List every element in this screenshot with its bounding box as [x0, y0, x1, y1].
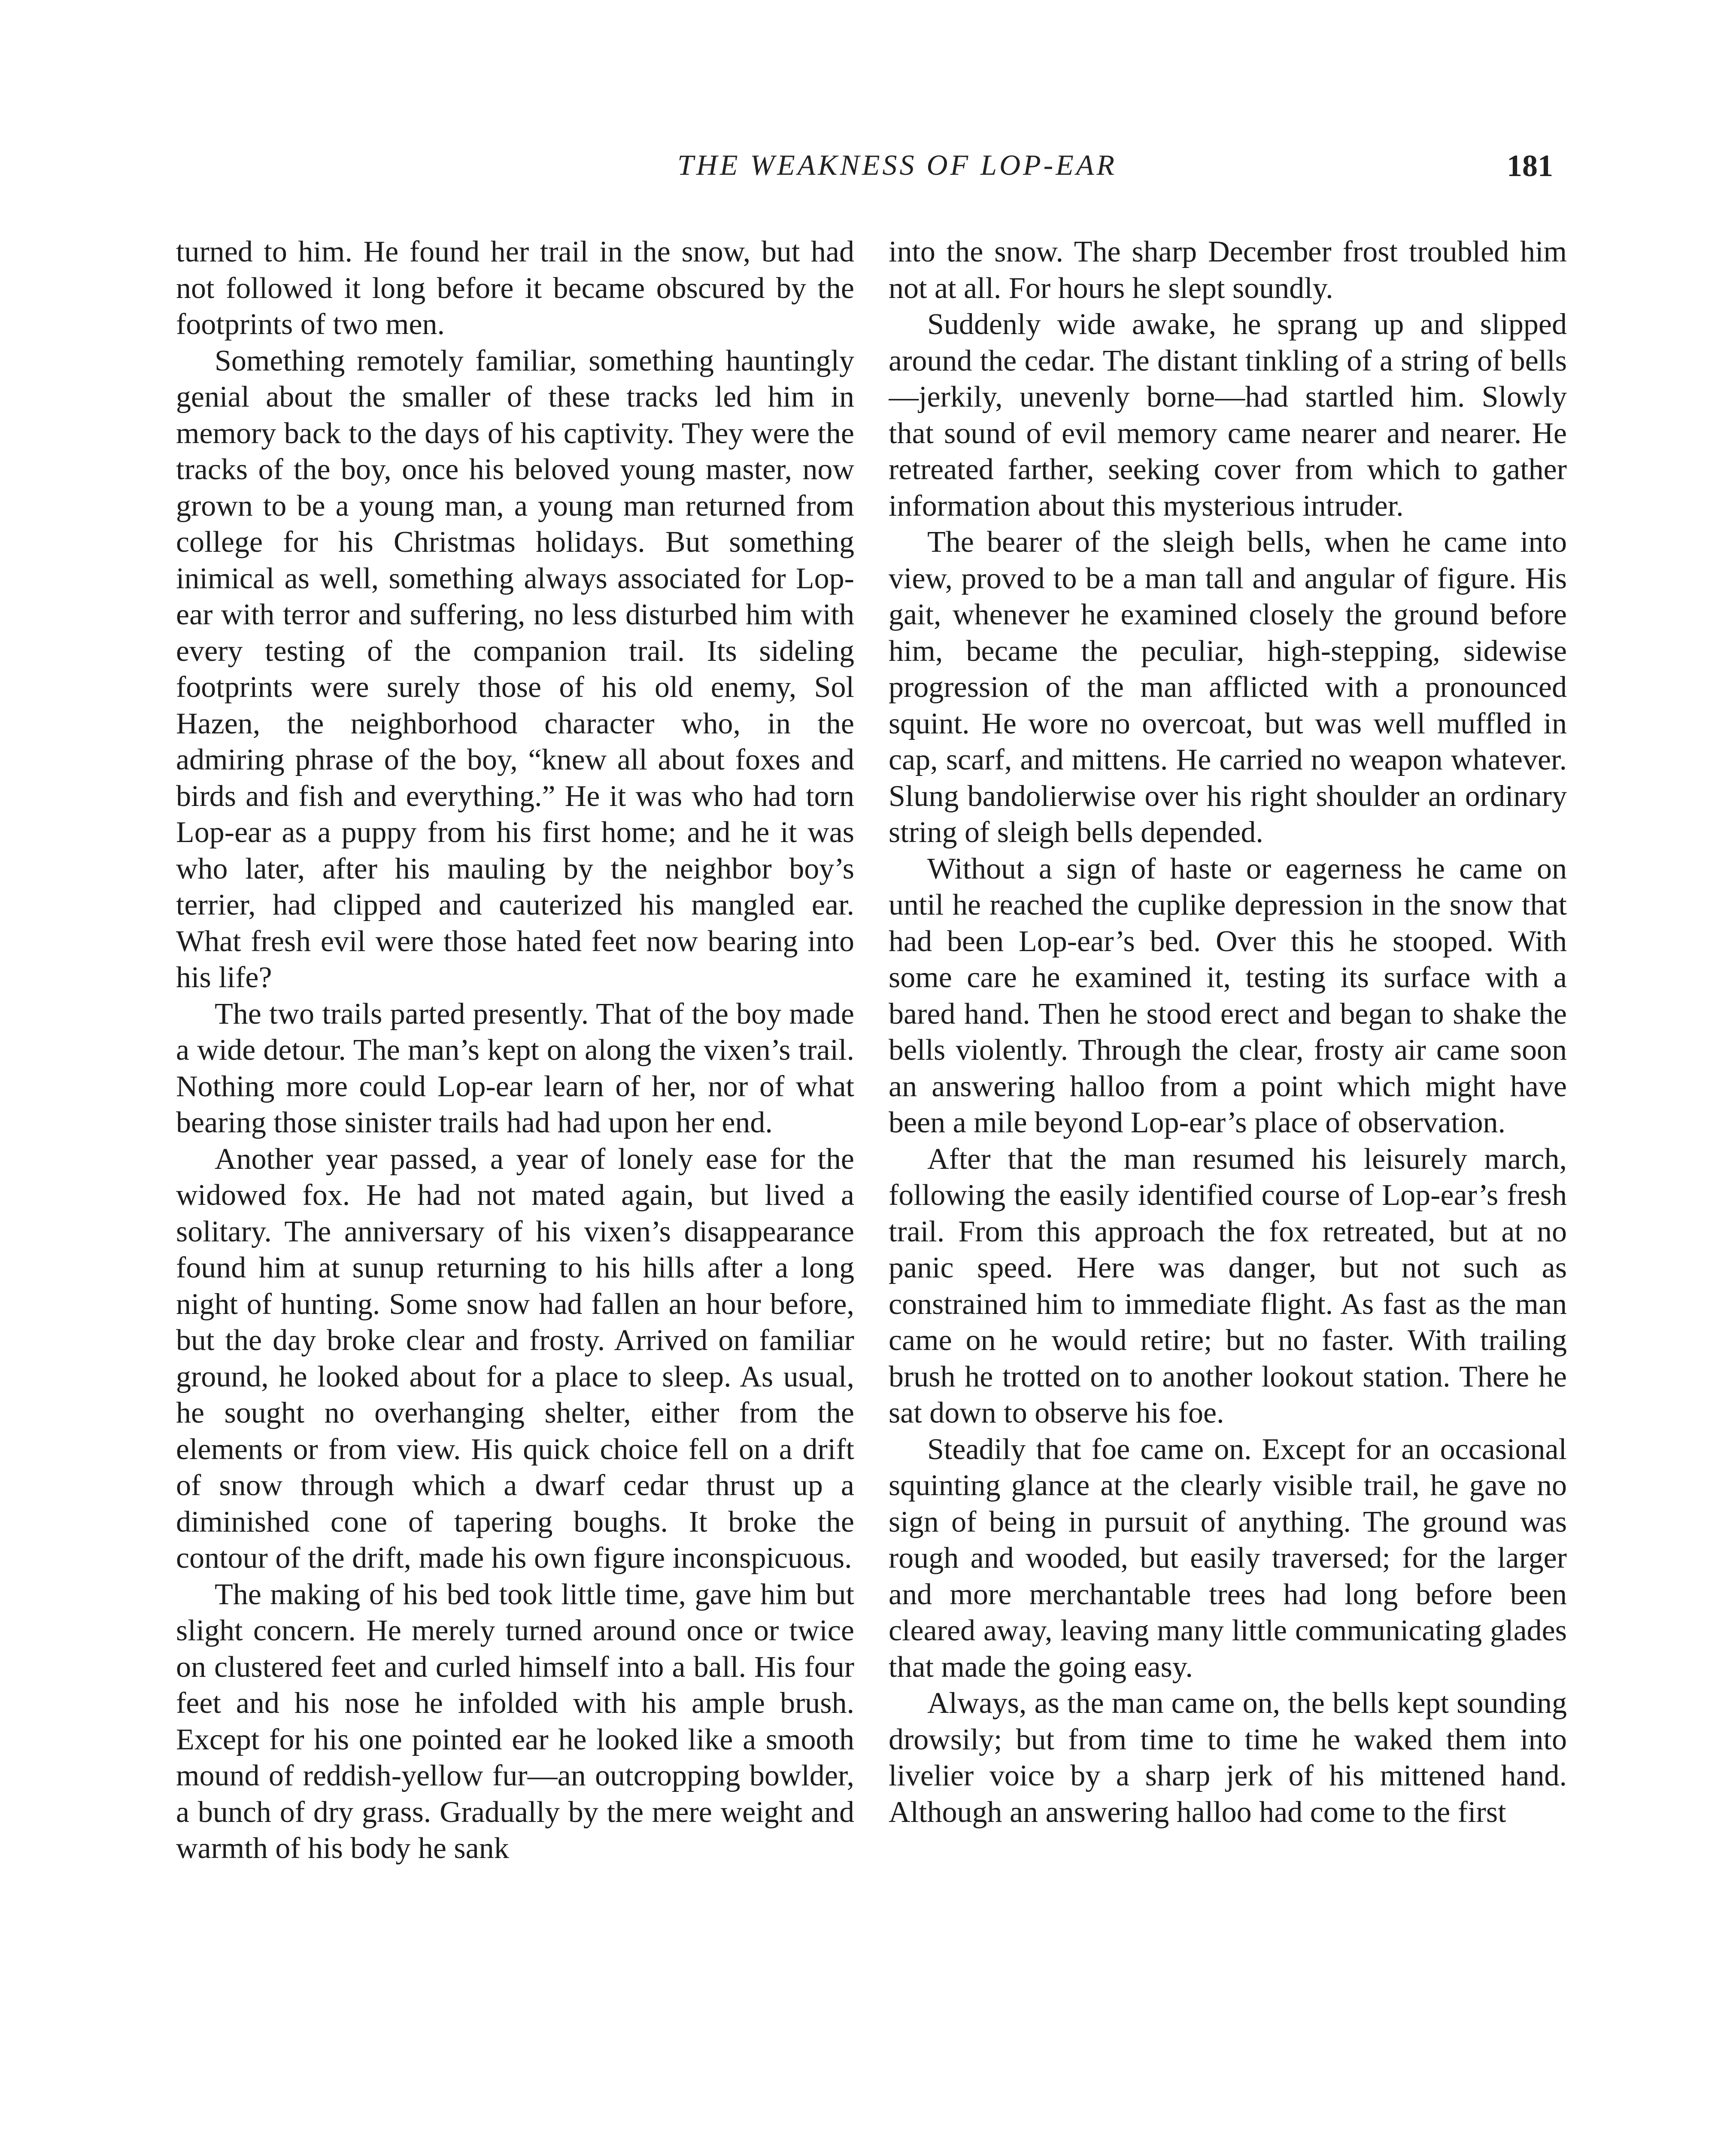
page-number: 181: [1507, 149, 1553, 183]
paragraph: After that the man resumed his leisurely march, following the easily identified course of Lop-ear’s fresh trail. From this approach the fox retreated, but at no panic speed. Here was danger, but not such as constrained him to immediate flight. As fast as the man came on he would retire; but no faster. With trailing brush he trotted on to another lookout station. There he sat down to observe his foe.: [889, 1142, 1567, 1429]
right-column: [889, 234, 1567, 2147]
left-column: [176, 234, 854, 2147]
paragraph: Without a sign of haste or eagerness he came on until he reached the cuplike depression in the snow that had been Lop-ear’s bed. Over this he stooped. With some care he examined it, testing its surface with a bared hand. Then he stood erect and began to shake the bells violently. Through the clear, frosty air came soon an answering halloo from a point which might have been a mile beyond Lop-ear’s place of observation.: [889, 852, 1567, 1139]
running-title: THE WEAKNESS OF LOP-EAR: [677, 149, 1117, 181]
paragraph: Suddenly wide awake, he sprang up and slipped around the cedar. The distant tinkling of a string of bells—jerkily, unevenly borne—had startled him. Slowly that sound of evil memory came nearer and nearer. He retreated farther, seeking cover from which to gather information about this mysterious intruder.: [889, 308, 1567, 523]
paragraph: turned to him. He found her trail in the snow, but had not followed it long before it became obscured by the footprints of two men.: [176, 235, 854, 341]
paragraph: The making of his bed took little time, gave him but slight concern. He merely turned around once or twice on clustered feet and curled himself into a ball. His four feet and his nose he infolded with his ample brush. Except for his one pointed ear he looked like a smooth mound of reddish-yellow fur—an outcropping bowlder, a bunch of dry grass. Gradually by the mere weight and warmth of his body he sank: [176, 1578, 854, 1865]
paragraph: into the snow. The sharp December frost troubled him not at all. For hours he slept soundly.: [889, 235, 1567, 305]
paragraph: Always, as the man came on, the bells kept sounding drowsily; but from time to time he waked them into livelier voice by a sharp jerk of his mittened hand. Although an answering halloo had come to the first: [889, 1687, 1567, 1829]
paragraph: The two trails parted presently. That of the boy made a wide detour. The man’s kept on along the vixen’s trail. Nothing more could Lop-ear learn of her, nor of what bearing those sinister trails had had upon her end.: [176, 997, 854, 1139]
paragraph: Steadily that foe came on. Except for an occasional squinting glance at the clearly visible trail, he gave no sign of being in pursuit of anything. The ground was rough and wooded, but easily traversed; for the larger and more merchantable trees had long before been cleared away, leaving many little communicating glades that made the going easy.: [889, 1432, 1567, 1684]
paragraph: Something remotely familiar, something hauntingly genial about the smaller of these tracks led him in memory back to the days of his captivity. They were the tracks of the boy, once his beloved young master, now grown to be a young man, a young man returned from college for his Christmas holidays. But something inimical as well, something always associated for Lop-ear with terror and suffering, no less disturbed him with every testing of the companion trail. Its sideling footprints were surely those of his old enemy, Sol Hazen, the neighborhood character who, in the admiring phrase of the boy, “knew all about foxes and birds and fish and everything.” He it was who had torn Lop-ear as a puppy from his first home; and he it was who later, after his mauling by the neighbor boy’s terrier, had clipped and cauterized his mangled ear. What fresh evil were those hated feet now bearing into his life?: [176, 344, 854, 994]
paragraph: Another year passed, a year of lonely ease for the widowed fox. He had not mated again, but lived a solitary. The anniversary of his vixen’s disappearance found him at sunup returning to his hills after a long night of hunting. Some snow had fallen an hour before, but the day broke clear and frosty. Arrived on familiar ground, he looked about for a place to sleep. As usual, he sought no overhanging shelter, either from the elements or from view. His quick choice fell on a drift of snow through which a dwarf cedar thrust up a diminished cone of tapering boughs. It broke the contour of the drift, made his own figure inconspicuous.: [176, 1142, 854, 1575]
paragraph: The bearer of the sleigh bells, when he came into view, proved to be a man tall and angular of figure. His gait, whenever he examined closely the ground before him, became the peculiar, high-stepping, sidewise progression of the man afflicted with a pronounced squint. He wore no overcoat, but was well muffled in cap, scarf, and mittens. He carried no weapon whatever. Slung bandolierwise over his right shoulder an ordinary string of sleigh bells depended.: [889, 526, 1567, 849]
